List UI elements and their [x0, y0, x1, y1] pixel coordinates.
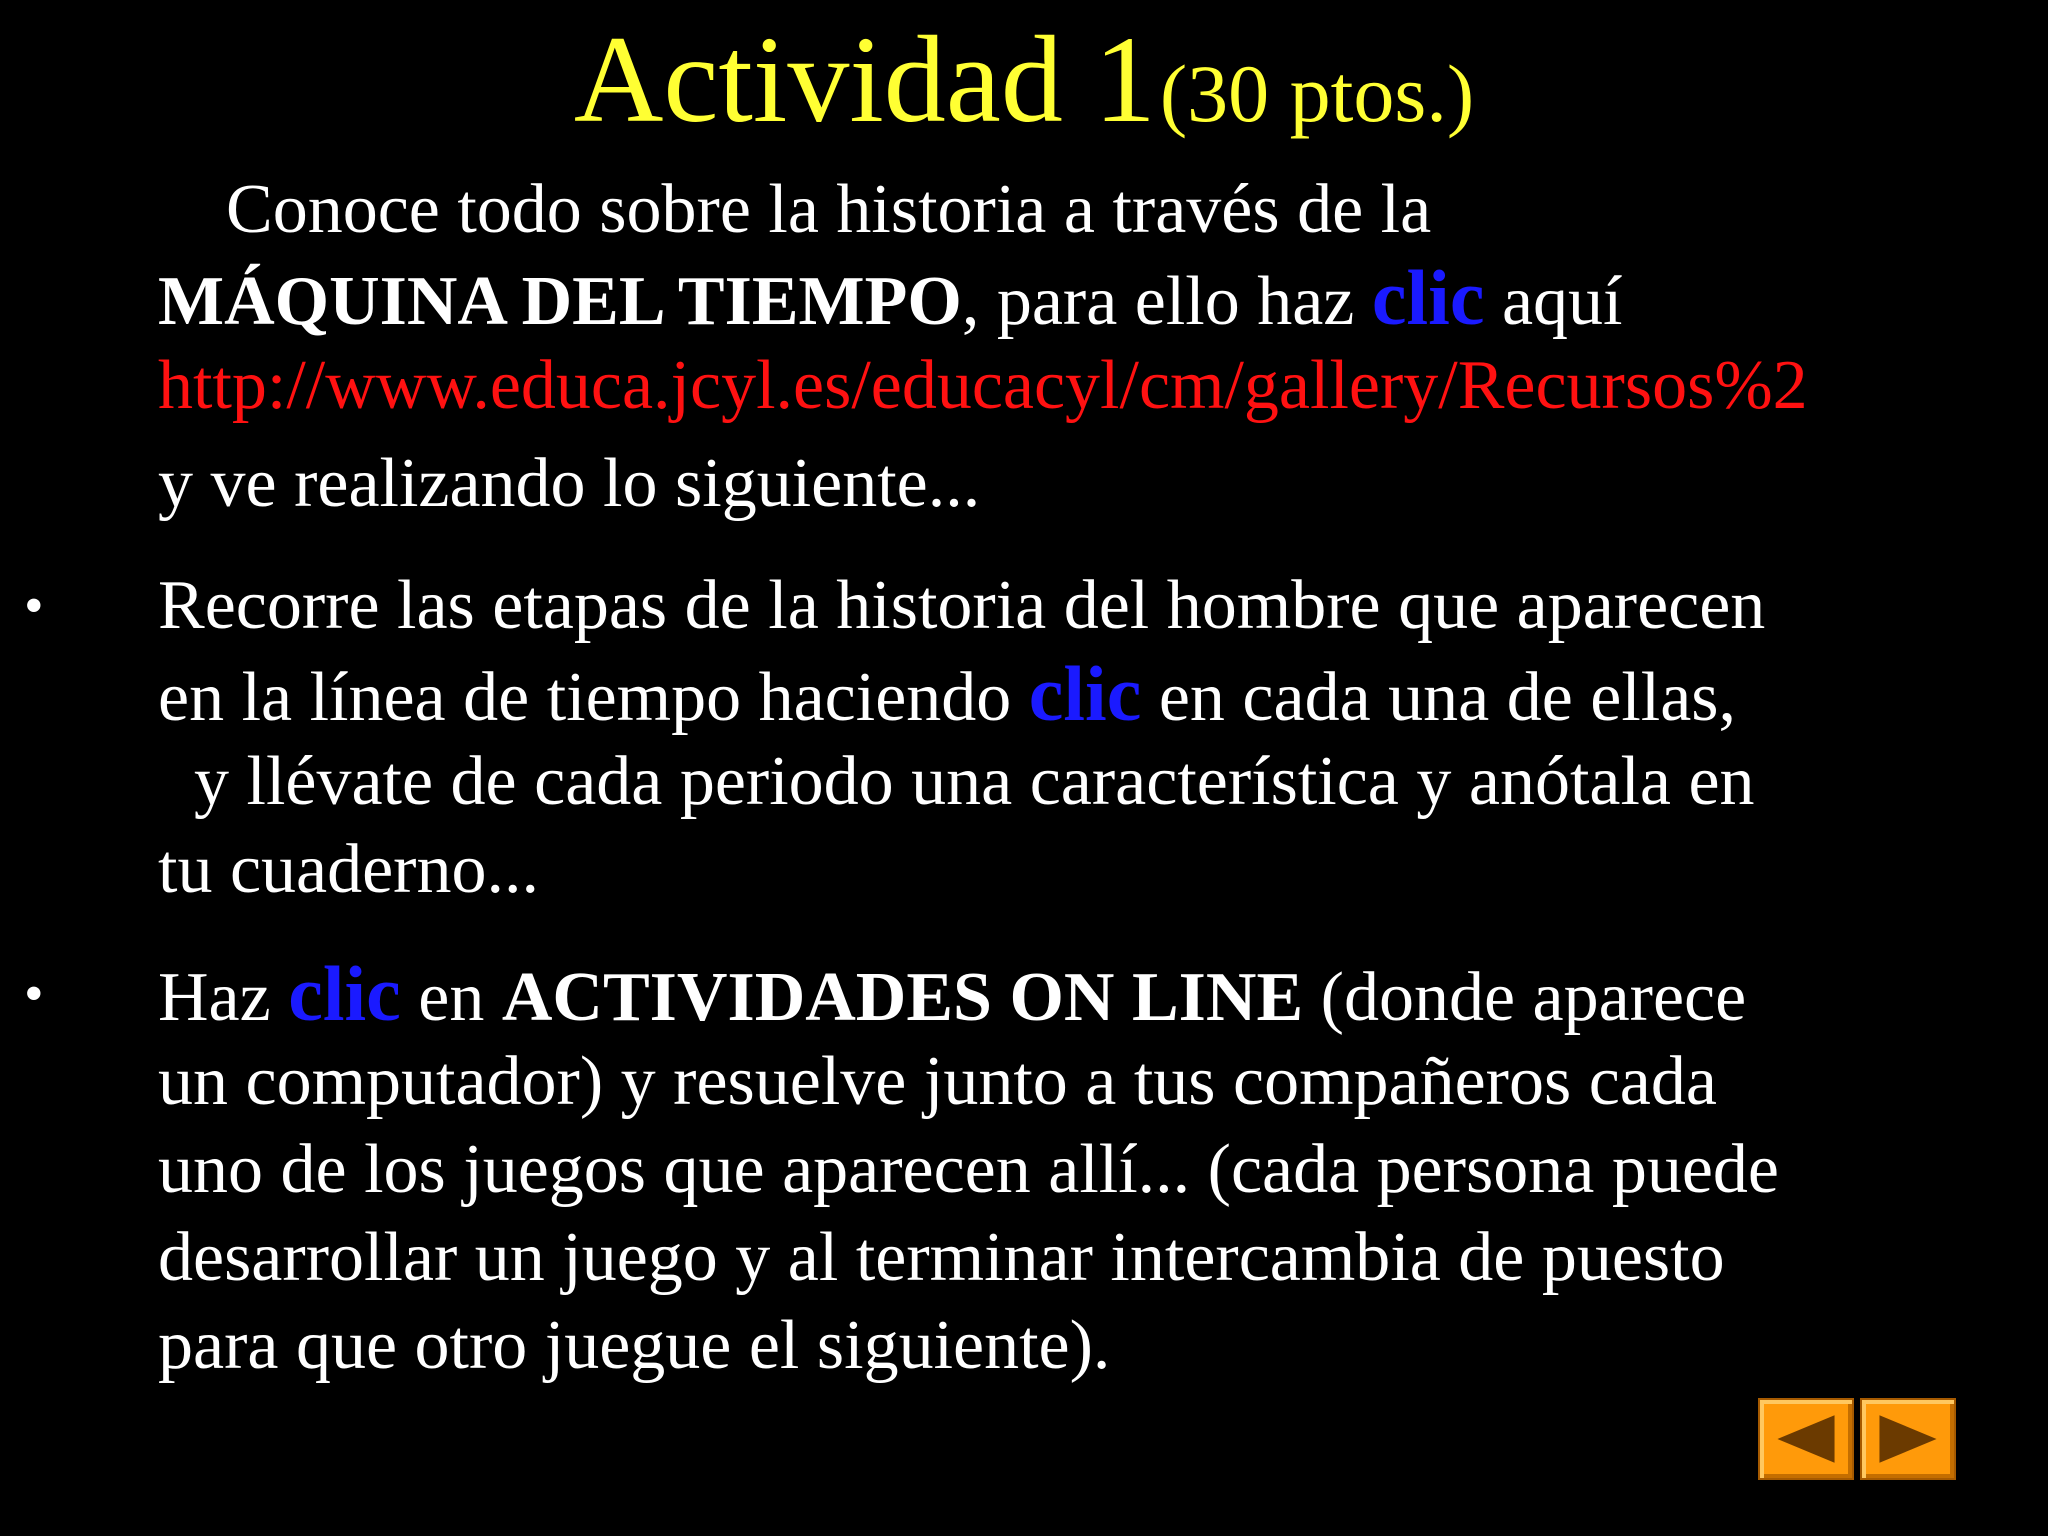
intro-line-4: y ve realizando lo siguiente... — [158, 445, 981, 522]
bullet-2-line-4: desarrollar un juego y al terminar intercambia de puesto — [158, 1219, 1725, 1296]
triangle-right-icon — [1862, 1400, 1954, 1478]
bullet-1-line-4: tu cuaderno... — [158, 831, 539, 908]
bullet-1-line-1: Recorre las etapas de la historia del hombre que aparecen — [158, 567, 1766, 644]
bullet-1-marker: • — [24, 575, 44, 637]
clic-word: clic — [288, 950, 401, 1037]
title-points: (30 ptos.) — [1159, 48, 1475, 139]
intro-line-2-end: aquí — [1484, 263, 1623, 340]
bullet-2-line-1 — [158, 950, 2038, 1038]
bullet-1-line-2-start: en la línea de tiempo haciendo — [158, 659, 1029, 736]
intro-line-2 — [158, 254, 2038, 342]
clic-word: clic — [1028, 650, 1142, 737]
bullet-1-line-2-end: en cada una de ellas, — [1141, 659, 1737, 736]
intro-line-2-mid: , para ello haz — [961, 263, 1372, 340]
slide-title — [0, 12, 2048, 148]
previous-slide-button[interactable] — [1758, 1398, 1854, 1480]
resource-link[interactable]: http://www.educa.jcyl.es/educacyl/cm/gallery/Recursos%2 — [158, 347, 1808, 424]
bullet-2-line-3: uno de los juegos que aparecen allí... (cada persona puede — [158, 1131, 1780, 1208]
title-main: Actividad 1 — [573, 11, 1156, 148]
bullet-1-text — [158, 562, 2038, 914]
intro-paragraph — [158, 166, 2038, 528]
activities-online-label: ACTIVIDADES ON LINE — [501, 959, 1304, 1036]
bullet-2-line-2: un computador) y resuelve junto a tus compañeros cada — [158, 1043, 1717, 1120]
bullet-2-mid: en — [400, 959, 502, 1036]
bullet-2-line-5: para que otro juegue el siguiente). — [158, 1307, 1111, 1384]
bullet-2-line-1-end: (donde aparece — [1303, 959, 1747, 1036]
bullet-1-line-2 — [158, 650, 2038, 738]
bullet-2-marker: • — [24, 963, 44, 1025]
machine-name: MÁQUINA DEL TIEMPO — [158, 263, 962, 340]
next-slide-button[interactable] — [1860, 1398, 1956, 1480]
triangle-left-icon — [1760, 1400, 1852, 1478]
intro-line-1: Conoce todo sobre la historia a través de la — [226, 171, 1432, 248]
bullet-2-text — [158, 950, 2038, 1390]
clic-word: clic — [1371, 254, 1485, 341]
bullet-2-start: Haz — [158, 959, 289, 1036]
bullet-1-line-3: y llévate de cada periodo una característica y anótala en — [194, 743, 1755, 820]
